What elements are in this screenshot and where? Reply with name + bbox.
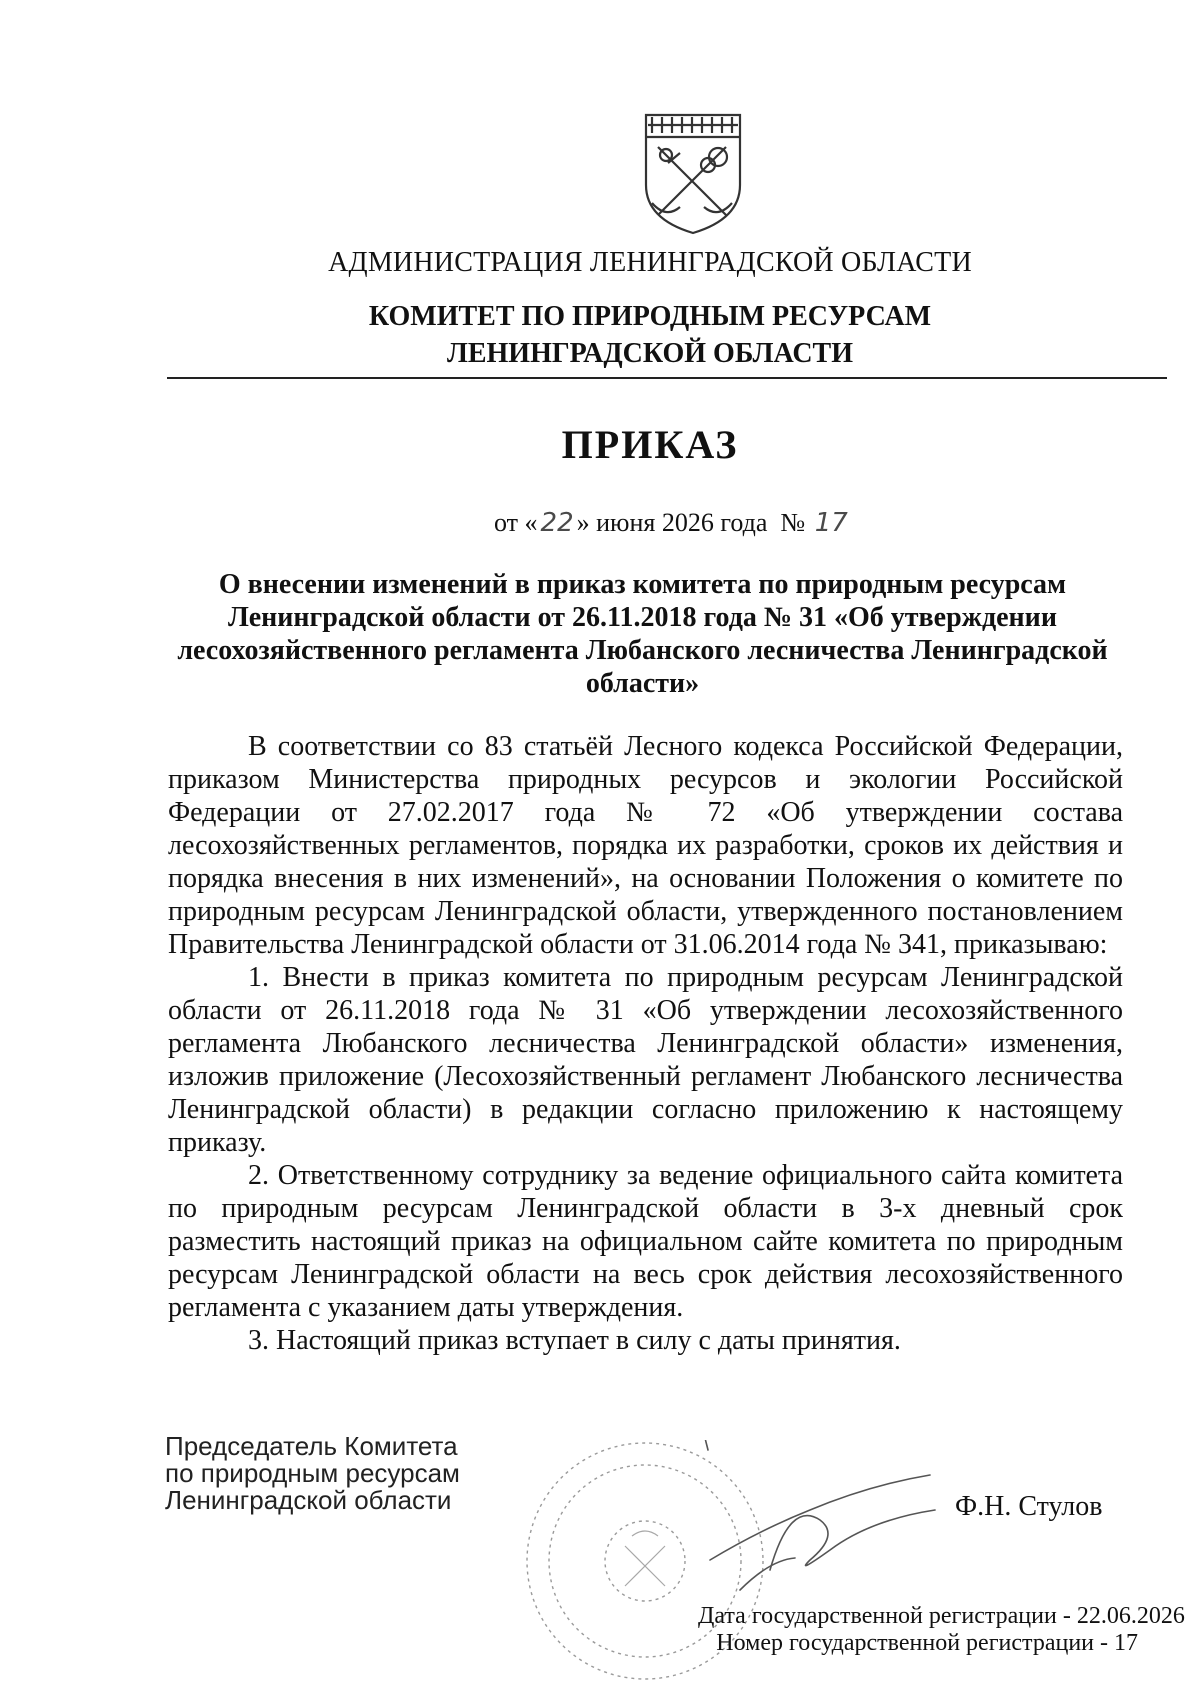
registration-number: Номер государственной регистрации - 17	[716, 1630, 1138, 1656]
order-subject	[165, 568, 1120, 700]
document-title: ПРИКАЗ	[561, 422, 739, 467]
order-item-2: 2. Ответственному сотруднику за ведение официального сайта комитета по природным ресурсам Ленинградской области в 3-х дневный срок разместить настоящий приказ на официальном сайте комитета по природным ресурсам Ленинградской области на весь срок действия лесохозяйственного регламента с указанием даты утверждения.	[168, 1160, 1123, 1323]
committee-name	[150, 298, 1150, 372]
coat-of-arms-icon	[638, 107, 748, 237]
committee-name-line2: ЛЕНИНГРАДСКОЙ ОБЛАСТИ	[446, 338, 854, 369]
order-item-1: 1. Внести в приказ комитета по природным ресурсам Ленинградской области от 26.11.2018 года № 31 «Об утверждении лесохозяйственного регламента Любанского лесничества Ленинградской области» изменения, изложив приложение (Лесохозяйственный регламент Любанского лесничества Ленинградской области) в редакции согласно приложению к настоящему приказу.	[168, 962, 1123, 1158]
header-divider	[167, 377, 1167, 379]
committee-name-line1: КОМИТЕТ ПО ПРИРОДНЫМ РЕСУРСАМ	[368, 301, 932, 332]
signatory-name: Ф.Н. Стулов	[955, 1491, 1103, 1522]
position-line: Председатель Комитета	[165, 1431, 458, 1461]
position-line: Ленинградской области	[165, 1485, 452, 1515]
date-prefix: от «	[494, 508, 538, 537]
signature-icon	[700, 1440, 950, 1620]
order-item-3: 3. Настоящий приказ вступает в силу с даты принятия.	[248, 1325, 901, 1356]
administration-name: АДМИНИСТРАЦИЯ ЛЕНИНГРАДСКОЙ ОБЛАСТИ	[328, 247, 972, 278]
subject-line: О внесении изменений в приказ комитета по природным ресурсам	[218, 569, 1067, 600]
registration-date: Дата государственной регистрации - 22.06.2026	[698, 1603, 1185, 1629]
number-sign: №	[780, 508, 806, 537]
subject-line: области»	[585, 668, 700, 699]
handwritten-day: 22	[540, 508, 574, 538]
subject-line: лесохозяйственного регламента Любанского лесничества Ленинградской	[177, 635, 1108, 666]
signatory-position	[165, 1433, 485, 1514]
position-line: по природным ресурсам	[165, 1458, 460, 1488]
handwritten-number: 17	[814, 508, 848, 538]
order-dateline	[494, 508, 851, 538]
registration-info	[698, 1603, 1185, 1657]
preamble-paragraph: В соответствии со 83 статьёй Лесного кодекса Российской Федерации, приказом Министерства природных ресурсов и экологии Российской Федерации от 27.02.2017 года № 72 «Об утверждении состава лесохозяйственных регламентов, порядка их разработки, сроков их действия и порядка внесения в них изменений», на основании Положения о комитете по природным ресурсам Ленинградской области, утвержденного постановлением Правительства Ленинградской области от 31.06.2014 года № 341, приказываю:	[168, 731, 1123, 960]
date-suffix: » июня 2026 года	[576, 508, 768, 537]
subject-line: Ленинградской области от 26.11.2018 года № 31 «Об утверждении	[228, 602, 1057, 633]
order-body	[168, 730, 1123, 1357]
